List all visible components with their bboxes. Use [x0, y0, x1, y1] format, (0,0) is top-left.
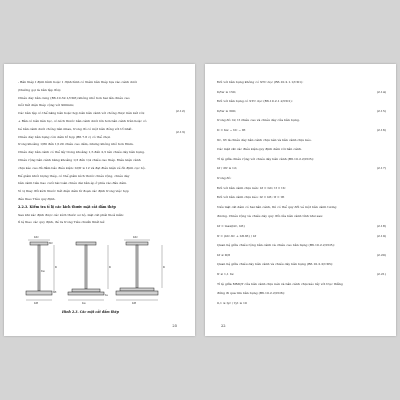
- right-page: [205, 64, 396, 336]
- text-line: bề bản cánh dưới chồng liên nhau, trong đó có một bản đồng với tổ nhất.: [18, 126, 133, 131]
- bottom-flange-width-label: bft: [34, 301, 39, 305]
- text-line: D/tw ≤ 300;: [217, 108, 236, 113]
- text-line: Đối với bản cánh chịu nén: bf = bfc; tf = tfc: [217, 185, 286, 190]
- text-line: tỉ lệ theo các quy định, đề ra trong Tiêu chuẩn thiết kế:: [18, 220, 106, 225]
- text-line: bf / 2tf ≤ 12;: [217, 166, 238, 171]
- text-line: Đối với bản bụng có STC dọc (B6.10.2.1.2/CD1):: [217, 99, 293, 104]
- bottom-flange-width-label: bft: [132, 301, 137, 305]
- text-line: Tỉ lệ giữa MMQT của bản cánh chịu nén và bản cánh chịu kéo lấy với trục thẳng: [217, 281, 343, 286]
- equation-number: (2.17): [376, 166, 386, 171]
- text-line: đứng đi qua tim bản bụng (B6.10.2.2/CD6):: [217, 291, 285, 296]
- text-line: - Bản thép I định hình hoặc 1 định hình có thêm bản thép tựa vào cánh dưới: [18, 80, 137, 84]
- text-line: Sau khi xác định được các kích thước sơ bộ, mặt cắt phải thoả mãn:: [18, 212, 124, 217]
- text-line: bf = max(bfc, bft): [217, 224, 245, 228]
- text-line: tfc, tft là chiều dày bản cánh chịu nén và bản cánh chịu kéo.: [217, 137, 312, 142]
- page-number: 22: [221, 324, 226, 328]
- text-line: + Bản có bản liên tục, có kích thước bản cánh dưới lớn hơn bản cánh trên hoặc có: [18, 119, 147, 123]
- text-line: Các mặt cắt các điều kiện quy định dầm với bản cánh.: [217, 147, 302, 152]
- text-line: Để giảm khối lượng thép, có thể giảm kích thước chiều rộng, chiều dày: [18, 173, 130, 178]
- cover-plate-width-label: bs: [82, 301, 86, 305]
- text-line: bf ≥ D/6: [217, 252, 231, 257]
- text-line: đầu theo TIêu quy định.: [18, 197, 56, 201]
- text-line: Đối với bản bụng không có STC dọc (B6.10.2.1.1/CD1):: [217, 80, 304, 84]
- equation-number: (2.19): [376, 233, 386, 238]
- text-line: bản cánh tiêu hao cuối bài toán chiều dài bản ép ở phía vào đầu dầm.: [18, 181, 128, 186]
- text-line: Chiều dày bản cung (B6.10.32.1/CD6) không nhỏ hơn hai lần chiều cao: [18, 95, 130, 100]
- equation-number: (2.21): [376, 272, 386, 276]
- text-line: tf ≥ 1,1 tw: [217, 272, 234, 276]
- text-line: mỗi tiết diện thép cộng với 900mm;: [18, 103, 74, 108]
- web-depth-label: D: [55, 265, 58, 269]
- web-thickness-label: tw: [41, 269, 45, 273]
- text-line: đương. Chiều rộng và chiều dày quy đổi của bản cánh tính như sau:: [217, 214, 324, 219]
- equation-number: (2.12): [175, 109, 185, 113]
- web-depth-label: D: [109, 265, 112, 269]
- left-page: [4, 64, 195, 336]
- text-line: Quan hệ giữa chiều dày bản cánh và chiều dày bản bụng (B6.10.2.2/CD5):: [217, 262, 334, 267]
- text-line: 0,1 ≤ Iyc / Iyt ≤ 10: [217, 300, 247, 305]
- flange-width-label: bfc: [133, 235, 138, 239]
- equation-number: (2.16): [376, 128, 386, 132]
- flange-width-label: bfc: [34, 235, 39, 239]
- section-heading: 2.2.3. Kiểm tra tỉ lệ các kích thước mặt cắt dầm thép: [18, 204, 116, 209]
- text-line: trong đó: bf, tf chiều cao và chiều dày của bản bụng.: [217, 118, 300, 123]
- text-line: D/tw ≤ 150;: [217, 89, 236, 94]
- cover-plate-thickness-label: ts: [105, 293, 108, 297]
- text-line: Nếu mặt cắt dầm có hai bản cánh, thì có thể quy đổi về một bản cánh tương: [217, 204, 337, 209]
- figure-caption: Hình 2.3. Các mặt cắt dầm thép: [62, 310, 119, 314]
- text-line: (thường gọi là bản tập đôi);: [18, 87, 61, 92]
- text-line: chịu kéo cao đủ đảm bảo điều kiện: bt/tf ≤ 12 và đạt điều kiện về ổn định cục bộ.: [18, 165, 146, 170]
- text-line: tf = (bfc·tfc + bft·tft) / bf: [217, 233, 257, 238]
- equation-number: (2.18): [376, 224, 386, 228]
- text-line: Chiều dày bản cánh có thể lấy trong khoảng 1,5 đến 2,5 lần chiều dày bản bụng.: [18, 150, 145, 155]
- text-line: Chiều rộng bản cánh bằng khoảng 1/3 đến 1/4 chiều cao thép. Điều kiện cánh: [18, 158, 141, 162]
- web-depth-label: D: [163, 265, 166, 269]
- text-line: Các bản tập có thể nằng bản hoặc hợp bản bản cánh với chồng được liên kết với;: [18, 111, 145, 116]
- text-line: trong đó:: [217, 176, 232, 180]
- text-line: Vì vị thay đổi kích thước tiết diện dầm từ đoạn các định trong việc hợp: [18, 189, 129, 194]
- equation-number: (2.20): [376, 252, 386, 257]
- text-line: Đối với bản cánh chịu kéo: bf = bft; tf = tft: [217, 195, 285, 200]
- bottom-flange-thickness-label: tft: [53, 290, 57, 294]
- equation-number: (2.13): [175, 130, 185, 134]
- text-line: Tỉ lệ giữa chiều rộng với chiều dày bản cánh (B6.10.2.2/CD5):: [217, 156, 314, 161]
- text-line: trong khoảng 1/80 đến 1/120 chiều cao dầm, nhưng không nhỏ hơn 8mm.: [18, 142, 134, 147]
- equation-number: (2.14): [376, 89, 386, 94]
- text-line: D = hw − tfc − tft: [217, 128, 246, 132]
- page-number: 25: [172, 324, 177, 328]
- equation-number: (2.15): [376, 108, 386, 113]
- text-line: Quan hệ giữa chiều rộng bản cánh và chiều cao bản bụng (B6.10.2.2/CD5):: [217, 243, 335, 248]
- text-line: Chiều dày bản bụng còn dầm tổ hợp (B6.7.6 c) có thể chọn: [18, 134, 111, 139]
- top-flange-thickness-label: tfc: [49, 241, 54, 245]
